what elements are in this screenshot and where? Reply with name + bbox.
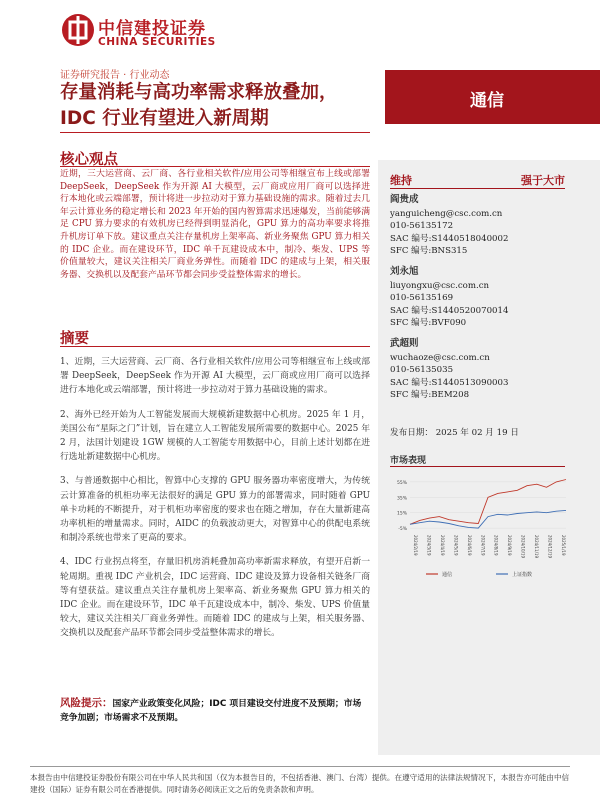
- analyst-sac: SAC 编号:S1440520070014: [390, 305, 509, 316]
- analyst-card: [390, 338, 560, 401]
- rating-value: 强于大市: [521, 174, 565, 187]
- analyst-card: [390, 266, 560, 329]
- x-tick-label: 2024/11/19: [534, 535, 540, 559]
- series-line: [410, 510, 566, 528]
- summary-heading: 摘要: [60, 331, 89, 347]
- legend-label: 上证指数: [512, 572, 533, 578]
- x-tick-label: 2024/8/19: [493, 535, 499, 556]
- risk-text: 国家产业政策变化风险；IDC 项目建设交付进度不及预期；市场竞争加剧；市场需求不及预期。: [60, 699, 362, 723]
- x-tick-label: 2024/5/19: [453, 535, 459, 556]
- industry-label: 通信: [470, 91, 504, 111]
- analyst-name: 阎贵成: [390, 194, 419, 205]
- x-tick-label: 2024/3/19: [426, 535, 432, 556]
- legend-label: 通信: [442, 572, 453, 578]
- x-tick-label: 2024/2/19: [413, 535, 418, 556]
- summary-divider: [60, 346, 370, 347]
- summary-paragraph-3: 3、与普通数据中心相比，智算中心支撑的 GPU 服务器功率密度增大，为传统云计算准备的机柜功率无法很好的满足 GPU 算力的部署需求，同时随着 GPU 单卡功耗的不断提升，对于机柜功率密度的要求也在随之增加，存在大量新建高功率机柜的增量需求。同时，AIDC 的负载波动更大，对智算中心的供配电系统和制冷系统也带来了更高的要求。: [60, 476, 370, 544]
- y-tick-label: 55%: [396, 480, 407, 486]
- x-tick-label: 2024/7/19: [480, 535, 486, 556]
- core-view-text: 近期，三大运营商、云厂商、各行业相关软件/应用公司等相继宣布上线或部署 DeepSeek，DeepSeek 作为开源 AI 大模型，云厂商或应用厂商可以选择进行本地化或云端部署，预计将进一步拉动对于算力基础设施的需求。随着过去几年云计算业务的稳定增长和 2023 年开始的国内智算需求迅速爆发，当前能够满足 CPU 算力要求的有效机房已经得到明显消化，GPU 算力的高功率要求将推升机房订单下放。建议重点关注存量机房上架率高、新业务聚焦 GPU 算力相关的 IDC 企业。而在建设环节，IDC 单千瓦建设成本中，制冷、柴发、UPS 等价值量较大，建议关注相关厂商业务弹性。而随着 IDC 的建成与上架，相关服务器、交换机以及配套产品环节都会同步受益整体需求的增长。: [60, 169, 370, 280]
- summary-paragraph-2: 2、海外已经开始为人工智能发展而大规模新建数据中心机房。2025 年 1 月，美国公布“星际之门”计划，旨在建立人工智能发展所需要的数据中心。2025 年 2 月，法国计划建设 1GW 规模的人工智能专用数据中心，目前上述计划都在进行选址新建数据中心机房。: [60, 409, 370, 463]
- x-tick-label: 2024/10/19: [520, 535, 526, 559]
- x-tick-label: 2024/12/19: [547, 535, 553, 559]
- market-performance-title: 市场表现: [390, 456, 427, 466]
- disclaimer-text: 本报告由中信建投证券股份有限公司在中华人民共和国（仅为本报告目的，不包括香港、澳门、台湾）提供。在遵守适用的法律法规情况下，本报告亦可能由中信建投（国际）证券有限公司在香港提供。同时请务必阅读正文之后的免责条款和声明。: [30, 773, 570, 794]
- series-line: [410, 480, 566, 525]
- footer-divider: [30, 766, 570, 767]
- y-tick-label: 35%: [396, 496, 407, 502]
- analyst-sfc: SFC 编号:BNS315: [390, 245, 468, 256]
- analyst-phone: 010-56135035: [390, 365, 454, 376]
- report-title: 存量消耗与高功率需求释放叠加，IDC 行业有望进入新周期: [60, 82, 338, 129]
- analyst-card: [390, 194, 560, 257]
- analyst-sac: SAC 编号:S1440513090003: [390, 377, 509, 388]
- risk-label: 风险提示：: [60, 697, 113, 709]
- logo-english: CHINA SECURITIES: [98, 36, 216, 48]
- rating-divider: [390, 188, 565, 189]
- csc-logo-icon: [60, 12, 96, 48]
- y-tick-label: -5%: [398, 527, 407, 533]
- x-tick-label: 2025/1/19: [561, 535, 566, 556]
- rating-label: 维持: [390, 174, 412, 187]
- summary-paragraph-4: 4、IDC 行业拐点将至，存量旧机房消耗叠加高功率新需求释放，有望开启新一轮周期。重视 IDC 产业机会，IDC 运营商、IDC 建设及算力设备相关链条厂商等有望获益。建议重点关注存量机房上架率高、新业务聚焦 GPU 算力相关的 IDC 企业。而在建设环节，IDC 单千瓦建设成本中，制冷、柴发、UPS 价值量较大，建议关注相关厂商业务弹性。而随着 IDC 的建成与上架，相关服务器、交换机以及配套产品环节都会同步受益整体需求的增长。: [60, 557, 370, 639]
- x-tick-label: 2024/6/19: [466, 535, 472, 556]
- analyst-sfc: SFC 编号:BEM208: [390, 389, 470, 400]
- x-tick-label: 2024/4/19: [439, 535, 445, 556]
- analyst-name: 武超则: [390, 338, 419, 349]
- market-divider: [390, 466, 565, 467]
- x-tick-label: 2024/9/19: [507, 535, 513, 556]
- summary-body: [60, 355, 370, 651]
- title-divider: [60, 132, 370, 133]
- analyst-email[interactable]: wuchaoze@csc.com.cn: [390, 353, 490, 364]
- logo-chinese: 中信建投证券: [98, 19, 206, 39]
- analyst-phone: 010-56135169: [390, 293, 454, 304]
- core-view-divider: [60, 166, 370, 167]
- company-logo: [60, 12, 220, 52]
- analyst-email[interactable]: liuyongxu@csc.com.cn: [390, 281, 490, 292]
- publish-date: 发布日期： 2025 年 02 月 19 日: [390, 428, 519, 438]
- analyst-sac: SAC 编号:S1440518040002: [390, 233, 509, 244]
- market-performance-chart: [386, 470, 571, 590]
- y-tick-label: 15%: [396, 511, 407, 517]
- summary-paragraph-1: 1、近期，三大运营商、云厂商、各行业相关软件/应用公司等相继宣布上线或部署 DeepSeek，DeepSeek 作为开源 AI 大模型，云厂商或应用厂商可以选择进行本地化或云端部署，预计将进一步拉动对于算力基础设施的需求。: [60, 357, 370, 396]
- risk-warning: [60, 696, 370, 725]
- report-category: 证券研究报告 · 行业动态: [60, 70, 170, 81]
- core-view-heading: 核心观点: [60, 152, 118, 168]
- analyst-sfc: SFC 编号:BVF090: [390, 317, 467, 328]
- analyst-phone: 010-56135172: [390, 221, 454, 232]
- analyst-email[interactable]: yanguicheng@csc.com.cn: [390, 209, 503, 220]
- analyst-name: 刘永旭: [390, 266, 419, 277]
